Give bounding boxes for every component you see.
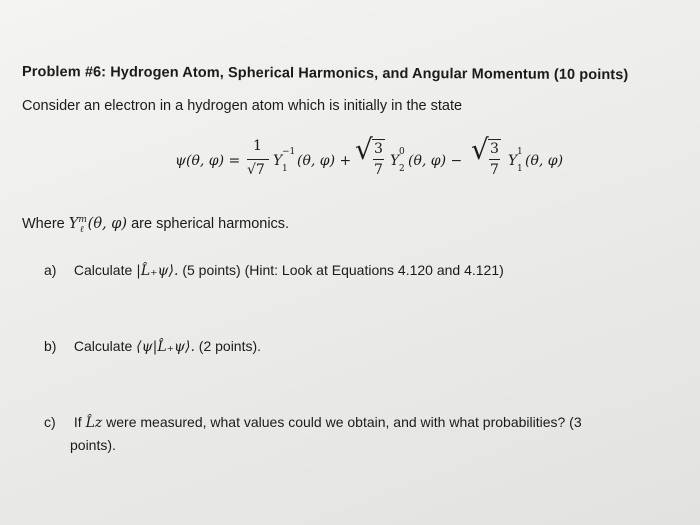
part-b-label: b) bbox=[44, 338, 57, 354]
term2-sub: 2 bbox=[399, 164, 405, 174]
term1-symbol: Y bbox=[273, 153, 283, 169]
part-c-continuation: points). bbox=[70, 437, 116, 453]
part-b-expr: ⟨ψ|L̂₊ψ⟩. bbox=[136, 339, 195, 355]
part-a bbox=[44, 262, 504, 279]
term2-args: (θ, φ) − bbox=[408, 153, 463, 169]
part-c-lead: If bbox=[73, 414, 82, 430]
coef3-numerator: 3 bbox=[490, 141, 499, 157]
coef3-denominator: 7 bbox=[490, 162, 499, 178]
intro-text: Consider an electron in a hydrogen atom which is initially in the state bbox=[22, 98, 463, 114]
part-a-label: a) bbox=[44, 262, 57, 278]
part-b bbox=[44, 338, 261, 355]
term1-sup: −1 bbox=[282, 147, 296, 157]
term3-sup: 1 bbox=[517, 147, 523, 157]
coef3-radical: √ bbox=[471, 133, 489, 166]
term1-args: (θ, φ) + bbox=[297, 153, 352, 169]
coef2-numerator: 3 bbox=[374, 141, 383, 157]
part-a-lead: Calculate bbox=[73, 262, 133, 278]
part-a-expr: |L̂₊ψ⟩. bbox=[136, 263, 179, 279]
coef1-denominator: √7 bbox=[247, 162, 265, 178]
part-c-expr: L̂z bbox=[85, 415, 103, 431]
coef1-numerator: 1 bbox=[253, 138, 262, 154]
coef2-radical: √ bbox=[355, 133, 373, 166]
where-symbol: Y bbox=[68, 215, 79, 232]
term2-symbol: Y bbox=[390, 153, 400, 169]
where-suffix: are spherical harmonics. bbox=[131, 215, 290, 232]
where-line bbox=[22, 215, 289, 235]
coef3-fraction-bar bbox=[489, 159, 500, 160]
where-sup: m bbox=[78, 215, 87, 225]
term3-sub: 1 bbox=[517, 164, 523, 174]
where-prefix: Where bbox=[22, 215, 65, 232]
coef2-denominator: 7 bbox=[374, 162, 383, 178]
coef1-fraction-bar bbox=[247, 159, 269, 160]
equation-lhs: ψ(θ, φ) = bbox=[175, 153, 241, 169]
where-sub: ℓ bbox=[79, 224, 84, 235]
coef2-radical-bar bbox=[372, 139, 385, 140]
problem-title: Problem #6: Hydrogen Atom, Spherical Harmonics, and Angular Momentum (10 points) bbox=[21, 64, 629, 84]
state-equation bbox=[175, 135, 605, 195]
term3-args: (θ, φ) bbox=[525, 153, 564, 169]
coef3-radical-bar bbox=[488, 139, 501, 140]
part-c-label: c) bbox=[44, 414, 56, 430]
term1-sub: 1 bbox=[282, 164, 288, 174]
part-b-lead: Calculate bbox=[73, 338, 133, 354]
where-args: (θ, φ) bbox=[87, 215, 128, 232]
term3-symbol: Y bbox=[508, 153, 518, 169]
part-c-rest: were measured, what values could we obtain, and with what probabilities? (3 bbox=[106, 414, 582, 430]
term2-sup: 0 bbox=[399, 147, 405, 157]
coef2-fraction-bar bbox=[373, 159, 384, 160]
part-a-rest: (5 points) (Hint: Look at Equations 4.120 and 4.121) bbox=[182, 262, 504, 278]
part-c bbox=[44, 414, 582, 431]
part-b-rest: (2 points). bbox=[198, 338, 262, 354]
